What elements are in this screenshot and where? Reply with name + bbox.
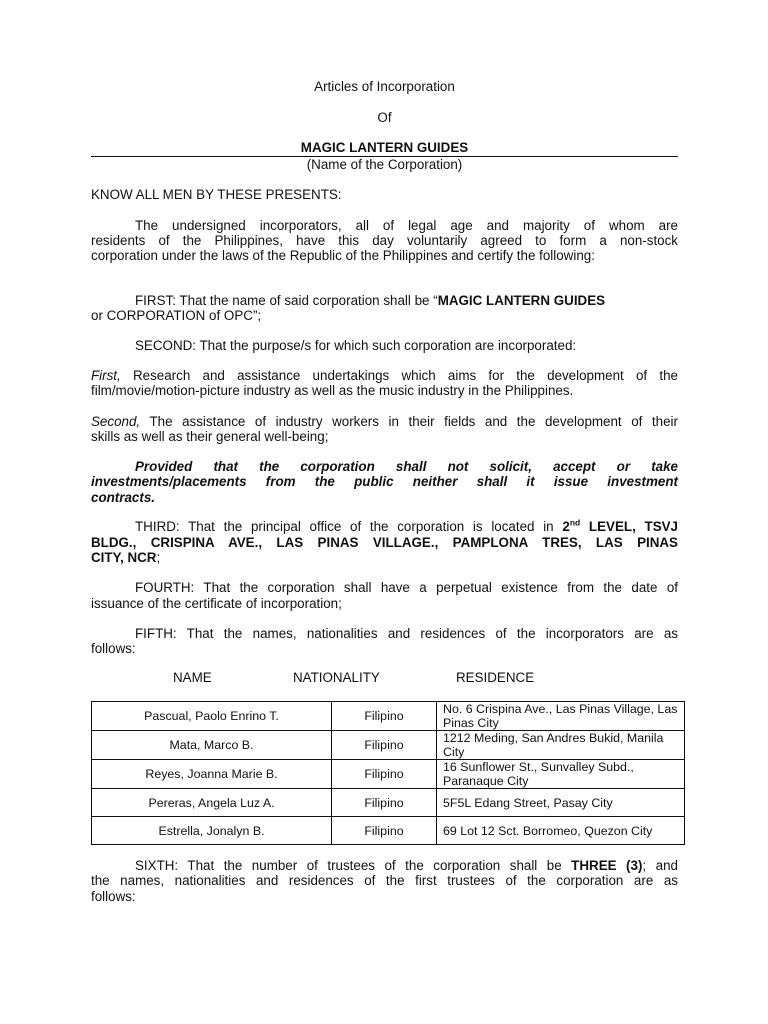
purpose-second-line (91, 414, 678, 429)
header-residence: RESIDENCE (456, 670, 535, 685)
fifth-line: FIFTH: That the names, nationalities and residences of the incorporators are as (135, 626, 678, 641)
title-of: Of (377, 110, 392, 125)
first-text: FIRST: That the name of said corporation shall be “ (135, 293, 438, 308)
table-row (92, 731, 685, 760)
third-level-number: 2 (562, 519, 570, 534)
third-line-3 (91, 550, 160, 565)
cell-name: Estrella, Jonalyn B. (92, 817, 332, 845)
cell-nationality: Filipino (332, 702, 437, 731)
cell-residence: 1212 Meding, San Andres Bukid, Manila City (437, 731, 685, 760)
cell-residence (437, 702, 685, 731)
table-row (92, 789, 685, 817)
third-line-2: BLDG., CRISPINA AVE., LAS PINAS VILLAGE., PAMPLONA TRES, LAS PINAS (91, 535, 678, 550)
cell-name: Reyes, Joanna Marie B. (92, 760, 332, 789)
corporation-name: MAGIC LANTERN GUIDES (300, 140, 469, 155)
table-row (92, 817, 685, 845)
third-text: THIRD: That the principal office of the corporation is located in (135, 519, 563, 534)
second-article: SECOND: That the purpose/s for which such corporation are incorporated: (135, 338, 577, 353)
purpose-first-text: Research and assistance undertakings which aims for the development of the (120, 368, 678, 383)
header-nationality: NATIONALITY (293, 670, 380, 685)
first-corp-name: MAGIC LANTERN GUIDES (437, 293, 606, 308)
sixth-line-3: follows: (91, 889, 136, 904)
first-line-2: or CORPORATION of OPC”; (91, 308, 262, 323)
intro-line: The undersigned incorporators, all of legal age and majority of whom are (135, 218, 678, 233)
cell-nationality: Filipino (332, 817, 437, 845)
fifth-line-2: follows: (91, 641, 136, 656)
proviso-line: Provided that the corporation shall not solicit, accept or take (135, 459, 678, 474)
cell-name: Mata, Marco B. (92, 731, 332, 760)
purpose-second-text: The assistance of industry workers in their fields and the development of their (140, 414, 678, 429)
cell-nationality: Filipino (332, 789, 437, 817)
intro-line: corporation under the laws of the Republic of the Philippines and certify the following: (91, 248, 595, 263)
intro-line: residents of the Philippines, have this day voluntarily agreed to form a non-stock (91, 233, 678, 248)
fourth-line: FOURTH: That the corporation shall have a perpetual existence from the date of (135, 580, 678, 595)
purpose-first-lead: First, (91, 368, 121, 383)
residence-line: Paranaque City (443, 774, 529, 788)
corporation-name-caption: (Name of the Corporation) (306, 157, 463, 172)
proviso-line: investments/placements from the public neither shall it issue investment (91, 474, 678, 489)
cell-residence: 69 Lot 12 Sct. Borromeo, Quezon City (437, 817, 685, 845)
document-title: Articles of Incorporation (314, 79, 455, 94)
table-row (92, 760, 685, 789)
cell-name: Pascual, Paolo Enrino T. (92, 702, 332, 731)
sixth-line-2: the names, nationalities and residences of the first trustees of the corporation are as (91, 873, 678, 888)
fourth-line-2: issuance of the certificate of incorporation; (91, 596, 342, 611)
sixth-line (135, 858, 678, 873)
third-level-suffix: nd (569, 517, 581, 528)
cell-residence: 5F5L Edang Street, Pasay City (437, 789, 685, 817)
residence-line: No. 6 Crispina Ave., Las Pinas Village, Las (443, 702, 678, 716)
purpose-second-line-2: skills as well as their general well-being; (91, 429, 329, 444)
table-row (92, 702, 685, 731)
proviso-line: contracts. (91, 490, 155, 505)
third-address-start: LEVEL, TSVJ (580, 519, 678, 534)
third-line (135, 519, 678, 534)
sixth-text-end: ; and (642, 858, 678, 873)
sixth-trustee-count: THREE (3) (571, 858, 643, 873)
residence-line: Pinas City (443, 716, 499, 730)
residence-line: 16 Sunflower St., Sunvalley Subd., (443, 760, 634, 774)
cell-nationality: Filipino (332, 731, 437, 760)
sixth-text: SIXTH: That the number of trustees of the corporation shall be (135, 858, 572, 873)
purpose-first-line (91, 368, 678, 383)
first-line (135, 293, 605, 308)
purpose-first-line-2: film/movie/motion-picture industry as well as the music industry in the Philippines. (91, 383, 574, 398)
purpose-second-lead: Second, (91, 414, 141, 429)
know-all-heading: KNOW ALL MEN BY THESE PRESENTS: (91, 187, 342, 202)
header-name: NAME (173, 670, 212, 685)
third-address-end: CITY, NCR (91, 550, 157, 565)
cell-nationality: Filipino (332, 760, 437, 789)
third-semicolon: ; (156, 550, 161, 565)
incorporators-table (91, 701, 685, 845)
cell-residence (437, 760, 685, 789)
cell-name: Pereras, Angela Luz A. (92, 789, 332, 817)
